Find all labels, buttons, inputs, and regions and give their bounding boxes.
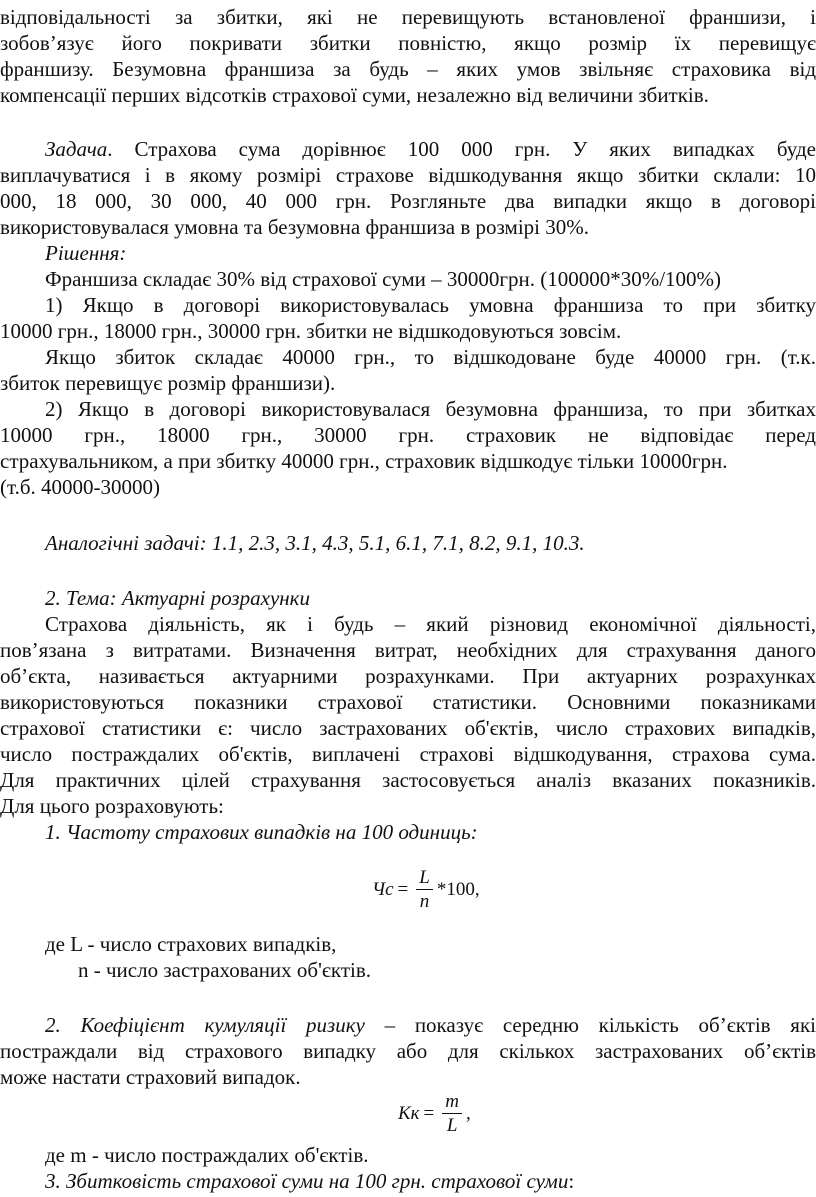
formula-comma: , — [465, 1103, 471, 1124]
task-label: Задача — [45, 137, 108, 161]
formula-fraction — [416, 868, 433, 912]
formula-fraction — [442, 1092, 462, 1136]
paragraph-line: 1) Якщо в договорі використовувалась умовна франшиза то при збитку — [45, 293, 816, 317]
paragraph-line: постраждали від страхового випадку або для скількох застрахованих об’єктів — [0, 1039, 816, 1063]
paragraph-line: Якщо збиток складає 40000 грн., то відшкодоване буде 40000 грн. (т.к. — [45, 345, 816, 369]
paragraph-line: може настати страховий випадок. — [0, 1065, 301, 1089]
paragraph-line: використовувалася умовна та безумовна франшиза в розмірі 30%. — [0, 215, 589, 239]
formula-lhs: Чс — [372, 879, 394, 900]
task-text: . Страхова сума дорівнює 100 000 грн. У яких випадках буде — [107, 137, 816, 161]
coefficient-text: – показує середню кількість об’єктів які — [364, 1013, 816, 1037]
definition-line: n - число застрахованих об'єктів. — [78, 958, 372, 982]
task-line — [0, 136, 816, 162]
paragraph-line: компенсації перших відсотків страхової суми, незалежно від величини збитків. — [0, 83, 709, 107]
paragraph-line: 10000 грн., 18000 грн., 30000 грн. збитки не відшкодовуються зовсім. — [0, 319, 622, 343]
paragraph-line: пов’язана з витратами. Визначення витрат, необхідних для страхування даного — [0, 638, 816, 662]
paragraph-line: Страхова діяльність, як і будь – який різновид економічної діяльності, — [45, 612, 816, 636]
formula-comma: , — [474, 879, 480, 900]
formula-denominator: n — [419, 891, 430, 912]
paragraph-line: 000, 18 000, 30 000, 40 000 грн. Розгляньте два випадки якщо в договорі — [0, 189, 816, 213]
formula-multiplier: *100 — [436, 879, 475, 900]
formula-equals: = — [423, 1103, 435, 1124]
paragraph-line: 10000 грн., 18000 грн., 30000 грн. страховик не відповідає перед — [0, 423, 816, 447]
paragraph-line: Для цього розраховують: — [0, 794, 224, 818]
paragraph-line: використовуються показники страхової статистики. Основними показниками — [0, 690, 816, 714]
paragraph-line: франшизу. Безумовна франшиза за будь – яких умов звільняє страховика від — [0, 57, 816, 81]
similar-tasks-line: Аналогічні задачі: 1.1, 2.3, 3.1, 4.3, 5.1, 6.1, 7.1, 8.2, 9.1, 10.3. — [45, 531, 585, 555]
loss-ratio-term: 3. Збитковість страхової суми на 100 грн. страхової суми — [45, 1169, 569, 1193]
paragraph-line: (т.б. 40000-30000) — [0, 475, 161, 499]
formula-numerator: m — [442, 1092, 462, 1114]
paragraph-line: число постраждалих об'єктів, виплачені страхові відшкодування, страхова сума. — [0, 742, 816, 766]
list-item-heading — [0, 1012, 816, 1038]
paragraph-line: 2) Якщо в договорі використовувалася безумовна франшиза, то при збитках — [45, 397, 816, 421]
solution-heading: Рішення: — [45, 241, 127, 265]
paragraph-line: Для практичних цілей страхування застосовується аналіз вказаних показників. — [0, 768, 816, 792]
definition-line: де L - число страхових випадків, — [45, 932, 337, 956]
paragraph-line: страхової статистики є: число застрахованих об'єктів, число страхових випадків, — [0, 716, 816, 740]
formula-lhs: Кк — [398, 1103, 420, 1124]
paragraph-line: відповідальності за збитки, які не перевищують встановленої франшизи, і — [0, 5, 816, 29]
formula-equals: = — [397, 879, 409, 900]
coefficient-term: 2. Коефіцієнт кумуляції ризику — [45, 1013, 365, 1037]
list-item-heading — [0, 1168, 816, 1194]
frequency-formula — [372, 868, 480, 912]
cumulation-formula — [398, 1092, 471, 1136]
definition-line: де m - число постраждалих об'єктів. — [45, 1143, 369, 1167]
paragraph-line: Франшиза складає 30% від страхової суми – 30000грн. (100000*30%/100%) — [45, 267, 722, 291]
paragraph-line: об’єкта, називається актуарними розрахунками. При актуарних розрахунках — [0, 664, 816, 688]
section-heading: 2. Тема: Актуарні розрахунки — [45, 586, 311, 610]
formula-numerator: L — [416, 868, 433, 890]
list-item-heading: 1. Частоту страхових випадків на 100 одиниць: — [45, 820, 478, 844]
paragraph-line: страхувальником, а при збитку 40000 грн., страховик відшкодує тільки 10000грн. — [0, 449, 728, 473]
paragraph-line: зобов’язує його покривати збитки повністю, якщо розмір їх перевищує — [0, 31, 816, 55]
paragraph-line: збиток перевищує розмір франшизи). — [0, 371, 336, 395]
formula-denominator: L — [446, 1115, 458, 1136]
paragraph-line: виплачуватися і в якому розмірі страхове відшкодування якщо збитки склали: 10 — [0, 163, 816, 187]
loss-ratio-colon: : — [568, 1169, 575, 1193]
